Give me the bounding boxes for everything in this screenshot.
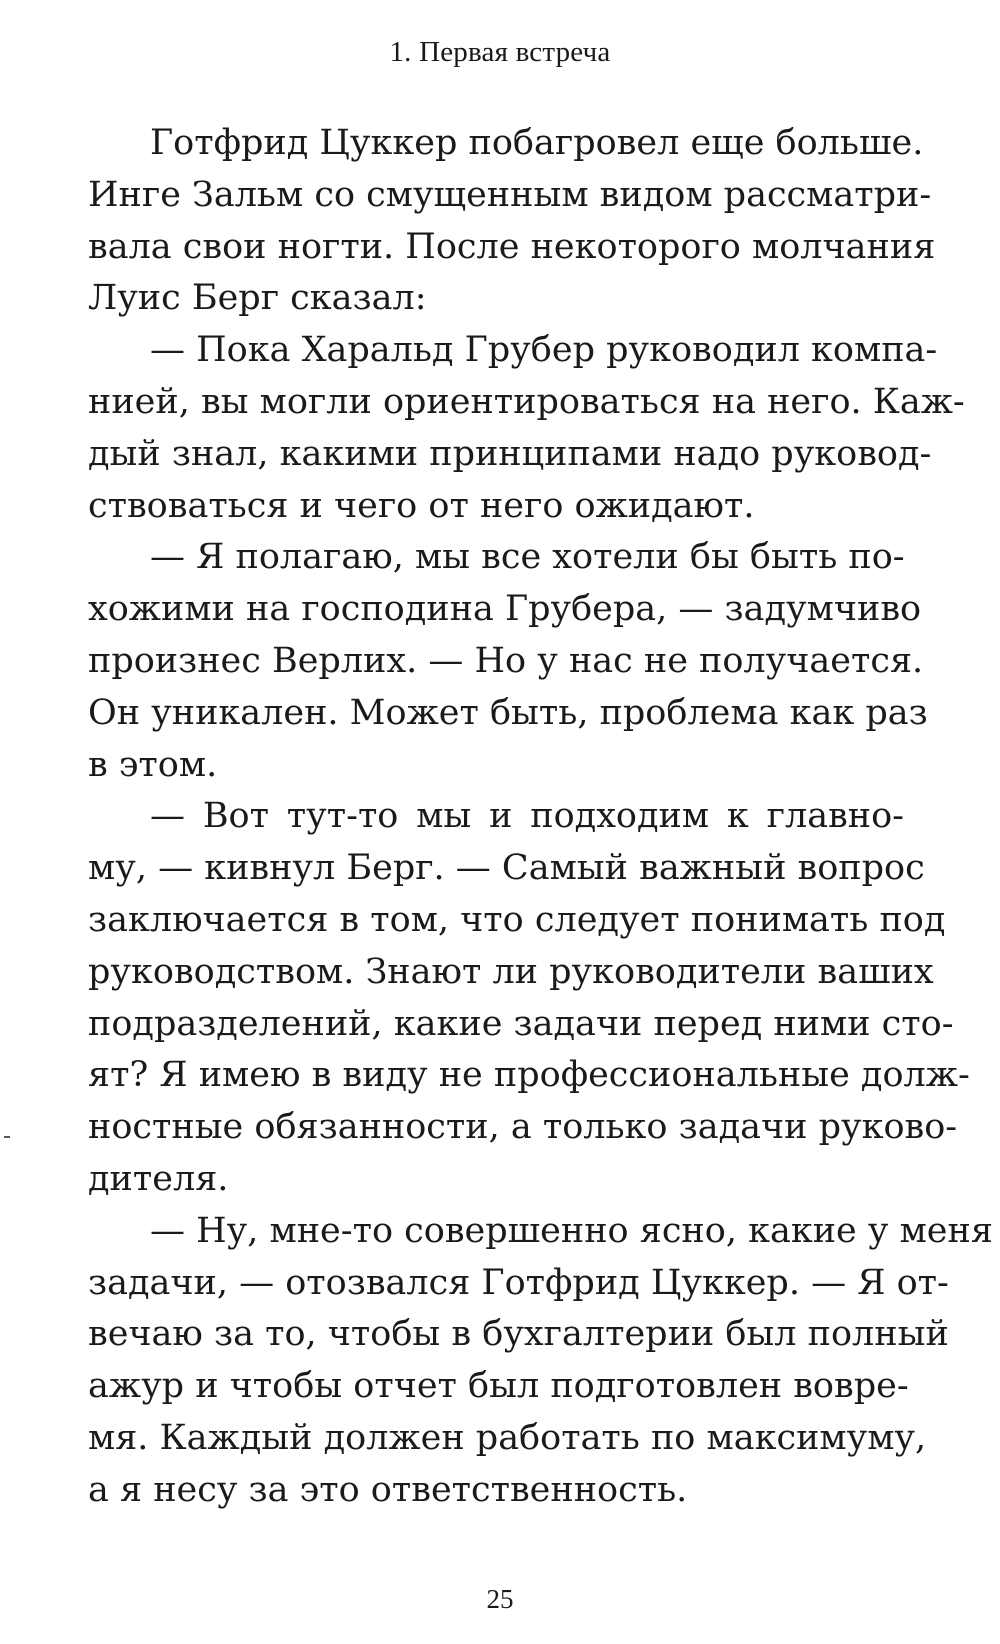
text-line: Готфрид Цуккер побагровел еще больше. [150,123,924,163]
text-line: а я несу за это ответственность. [88,1469,688,1510]
scan-mark [4,1136,10,1138]
text-line: му, — кивнул Берг. — Самый важный вопрос [88,848,925,889]
text-line: вала свои ногти. После некоторого молчания [88,226,936,267]
text-line: мя. Каждый должен работать по максимуму, [88,1417,927,1458]
text-line: дителя. [88,1158,229,1199]
text-line: Инге Зальм со смущенным видом рассматри- [88,174,932,215]
text-line: ностные обязанности, а только задачи руково- [88,1107,958,1148]
text-line: руководством. Знают ли руководители ваших [88,951,934,992]
body-text [88,118,993,1517]
text-line: задачи, — отозвался Готфрид Цуккер. — Я от- [88,1262,949,1303]
text-line: ят? Я имею в виду не профессиональные долж- [88,1055,970,1096]
text-line: ажур и чтобы отчет был подготовлен вовре- [88,1366,909,1407]
text-line: ствоваться и чего от него ожидают. [88,485,755,526]
text-line: — Пока Харальд Грубер руководил компа- [150,330,938,371]
text-line: — Ну, мне-то совершенно ясно, какие у меня [150,1210,993,1251]
text-line: — Вот тут-то мы и подходим к главно- [150,796,904,837]
text-line: хожими на господина Грубера, — задумчиво [88,589,922,630]
text-line: подразделений, какие задачи перед ними сто- [88,1003,954,1044]
text-line: — Я полагаю, мы все хотели бы быть по- [150,537,905,578]
running-header-title: 1. Первая встреча [389,36,611,68]
text-line: вечаю за то, чтобы в бухгалтерии был полный [88,1314,949,1355]
page-number: 25 [486,1584,514,1614]
text-line: заключается в том, что следует понимать под [88,899,946,940]
text-line: Луис Берг сказал: [88,278,427,319]
text-line: нией, вы могли ориентироваться на него. Каж- [88,381,965,422]
text-line: в этом. [88,744,218,785]
text-line: дый знал, какими принципами надо руковод- [88,433,932,474]
text-line: произнес Верлих. — Но у нас не получается. [88,640,924,681]
text-line: Он уникален. Может быть, проблема как раз [88,692,928,733]
